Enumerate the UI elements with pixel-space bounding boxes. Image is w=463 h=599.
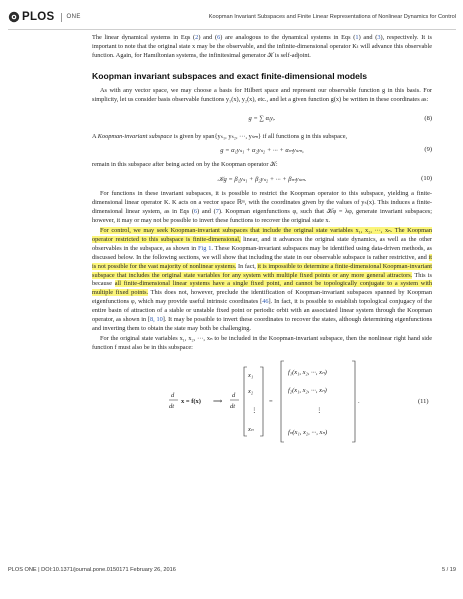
equation-ref-3[interactable]: 3 xyxy=(377,34,381,41)
paragraph-invariant-subspace: A Koopman-invariant subspace is given by span{yₛ₁, yₛ₂, ···, yₛₘ} if all functions g in this subspace, xyxy=(92,132,348,140)
equation-ref-1[interactable]: 1 xyxy=(355,34,359,41)
fvec-1: f₂(x₁, x₂, ···, xₙ) xyxy=(288,386,327,394)
equation-ref-6[interactable]: 6 xyxy=(217,34,221,41)
equation-11-figure xyxy=(92,357,432,447)
citation-ref-8-10[interactable]: 8, 10 xyxy=(149,316,163,324)
logo-text: PLOS xyxy=(22,11,55,23)
citation-ref-46[interactable]: 46 xyxy=(262,298,269,306)
equation-10-number: (10) xyxy=(421,175,432,183)
paragraph-state-variables: For the original state variables x₁, x₂, ···, xₙ to be included in the Koopman-invariant subspace, then the nonlinear right hand side function f must also be in this subspace: xyxy=(92,334,432,351)
paragraph-basis: As with any vector space, we may choose a basis for Hilbert space and represent our observable function g in this basis. For simplicity, let us consider basis observable functions y₁(x), y₂(x), etc., and let a given function g(x) be written in these coordinates as: xyxy=(92,86,432,103)
equation-9 xyxy=(92,144,432,158)
eq11-period: . xyxy=(358,397,360,405)
equation-ref-6b[interactable]: 6 xyxy=(193,208,198,216)
xvec-2: ⋮ xyxy=(251,406,258,414)
eq11-x: x = f(x) xyxy=(181,397,201,405)
fvec-left-bracket xyxy=(281,361,284,442)
highlight-1: For control, we may seek Koopman-invariant subspaces that include the original state variables x₁, x₂, ···, xₙ. The Koopman operator restricted to this subspace is finite-dimensional, xyxy=(92,226,432,243)
highlight-4: all finite-dimensional linear systems have a single fixed point, and cannot be topologically conjugate to a system with multiple fixed points. xyxy=(92,280,432,297)
equation-ref-7[interactable]: 7 xyxy=(215,208,219,216)
figure-ref-1[interactable]: Fig 1 xyxy=(197,244,212,252)
paragraph-linear-systems: The linear dynamical systems in Eqs (2) and (6) are analogous to the dynamical systems in Eqs (1) and (3), respectively. It is important to note that the original state x may be the observable, and the infinite-dimensional operator Kₜ will advance this observable function. Again, for Hamiltonian systems, the infinitesimal generator 𝒦 is self-adjoint. xyxy=(92,34,433,59)
equation-10 xyxy=(92,173,432,187)
header-rule xyxy=(8,29,456,30)
equation-9-number: (9) xyxy=(424,146,432,154)
section-heading: Koopman invariant subspaces and exact finite-dimensional models xyxy=(92,70,368,81)
fvec-3: fₙ(x₁, x₂, ···, xₙ) xyxy=(288,428,328,436)
paragraph-restrict: For functions in these invariant subspaces, it is possible to restrict the Koopman operator to this subspace, yielding a finite-dimensional linear operator K. K acts on a vector space ℝᵐ, with the coordinates given by the values of yₛ(x). This induces a finite-dimensional linear system, as in Eqs (6) and (7). Koopman eigenfunctions φ, such that 𝒦φ = λφ, generate invariant subspaces; however, it may or may not be possible to invert these functions to recover the original state x. xyxy=(92,190,432,225)
paragraph-control: For control, we may seek Koopman-invariant subspaces that include the original state variables x₁, x₂, ···, xₙ. The Koopman operator restricted to this subspace is finite-dimensional, linear, and it advances the original state dynamics, as well as the other observables in the subspace, as shown in Fig 1. These Koopman-invariant subspaces may be identified using data-driven methods, as discussed below. In the following sections, we will show that including the state in our observable subspace is rather restrictive, and it is not possible for the vast majority of nonlinear systems. In fact, it is impossible to determine a finite-dimensional Koopman-invariant subspace that includes the original state variables for any system with multiple fixed points or any more general attractors. This is because all finite-dimensional linear systems have a single fixed point, and cannot be topologically conjugate to a system with multiple fixed points. This does not, however, preclude the identification of Koopman-invariant subspaces spanned by Koopman eigenfunctions φ, which may provide useful intrinsic coordinates [46]. In fact, it is possible to establish topological conjugacy of the entire basin of attraction of a stable or unstable fixed point or periodic orbit with an associated linear system through the Koopman operator, as shown in [8, 10]. It may be possible to invert these coordinates to recover the states, although determining eigenfunctions and inverting them to obtain the state may both be challenging. xyxy=(92,226,433,332)
eq11-dt: dt xyxy=(169,402,175,410)
equation-11-number: (11) xyxy=(418,397,429,405)
page-body xyxy=(92,34,432,447)
fvec-2: ⋮ xyxy=(316,406,323,414)
plos-one-logo xyxy=(8,11,81,23)
eq11-d: d xyxy=(171,391,175,399)
eq11-d2: d xyxy=(232,391,236,399)
xvec-0: x₁ xyxy=(248,371,254,379)
xvec-right-bracket xyxy=(260,367,263,436)
equation-ref-2[interactable]: 2 xyxy=(195,34,199,41)
highlight-3: it is impossible to determine a finite-dimensional Koopman-invariant subspace that includes the original state variables for any system with multiple fixed points or any more general attractors. xyxy=(92,262,433,279)
highlight-2: it is not possible for the vast majority of nonlinear systems. xyxy=(92,253,432,270)
equation-10-expr: 𝒦g = β₁yₛ₁ + β₂yₛ₂ + ··· + βₘyₛₘ. xyxy=(217,176,307,184)
equation-9-expr: g = α₁yₛ₁ + α₂yₛ₂ + ··· + αₘyₛₘ, xyxy=(220,147,304,155)
term-koopman-invariant-subspace: Koopman-invariant subspace xyxy=(97,132,173,140)
equation-8-expr: g = ∑ αᵢyᵢ. xyxy=(248,114,276,122)
paragraph-remain: remain in this subspace after being acted on by the Koopman operator 𝒦: xyxy=(92,161,278,169)
equation-11 xyxy=(92,357,432,447)
footer-citation: PLOS ONE | DOI:10.1371/journal.pone.0150171 February 26, 2016 xyxy=(8,567,176,573)
fvec-right-bracket xyxy=(352,361,355,442)
xvec-3: xₙ xyxy=(248,425,254,433)
logo-sub: ONE xyxy=(66,14,81,20)
xvec-left-bracket xyxy=(244,367,247,436)
page-number: 5 / 19 xyxy=(442,567,456,573)
plos-logo-icon xyxy=(8,11,20,23)
page-header xyxy=(8,11,456,29)
running-title: Koopman Invariant Subspaces and Finite Linear Representations of Nonlinear Dynamics for Control xyxy=(208,14,456,20)
eq11-arrow: ⟹ xyxy=(213,397,223,405)
equation-8 xyxy=(92,108,432,130)
eq11-equals: = xyxy=(269,397,273,405)
fvec-0: f₁(x₁, x₂, ···, xₙ) xyxy=(288,368,327,376)
equation-8-number: (8) xyxy=(424,114,432,122)
xvec-1: x₂ xyxy=(248,387,254,395)
logo-divider xyxy=(61,13,62,22)
eq11-dt2: dt xyxy=(230,402,236,410)
